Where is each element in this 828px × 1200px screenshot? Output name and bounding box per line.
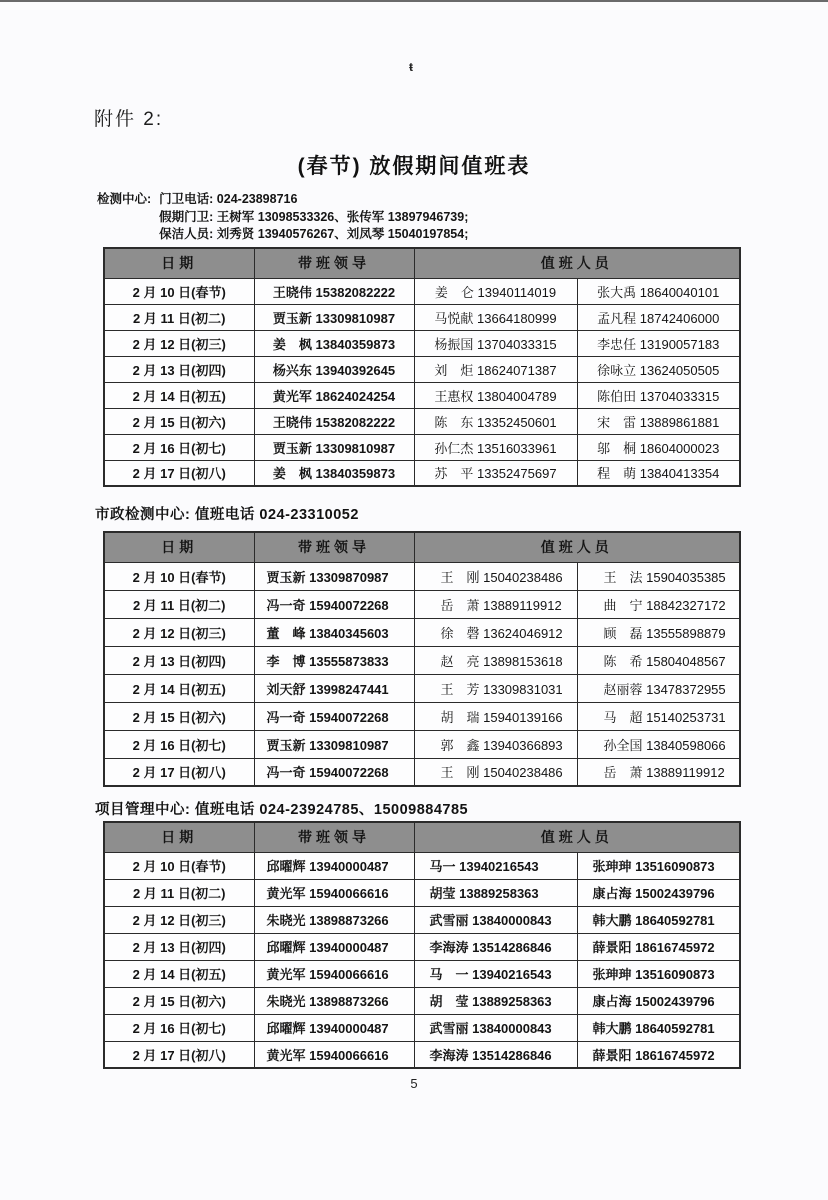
duty-person-cell: 马一 13940216543 [414, 852, 577, 879]
leader-cell: 贾玉新 13309810987 [254, 730, 414, 758]
duty-person-cell: 胡 莹 13889258363 [414, 987, 577, 1014]
duty-person-cell: 姜 仑 13940114019 [414, 278, 577, 304]
column-header-leader: 带班领导 [254, 822, 414, 852]
duty-person-cell: 刘 炬 18624071387 [414, 356, 577, 382]
date-cell: 2 月 16 日(初七) [104, 434, 254, 460]
duty-person-cell: 张珅珅 13516090873 [577, 960, 740, 987]
date-cell: 2 月 13 日(初四) [104, 356, 254, 382]
section-heading-municipal-center: 市政检测中心: 值班电话 024-23310052 [95, 507, 359, 523]
duty-person-cell: 陈 东 13352450601 [414, 408, 577, 434]
duty-person-cell: 王 芳 13309831031 [414, 674, 577, 702]
date-cell: 2 月 14 日(初五) [104, 674, 254, 702]
duty-person-cell: 孟凡程 18742406000 [577, 304, 740, 330]
date-cell: 2 月 11 日(初二) [104, 879, 254, 906]
contact-lines [159, 191, 468, 244]
duty-person-cell: 康占海 15002439796 [577, 879, 740, 906]
table-header-row [104, 248, 740, 278]
leader-cell: 贾玉新 13309810987 [254, 434, 414, 460]
section-heading-project-center: 项目管理中心: 值班电话 024-23924785、15009884785 [95, 802, 469, 818]
leader-cell: 姜 枫 13840359873 [254, 460, 414, 486]
leader-cell: 刘天舒 13998247441 [254, 674, 414, 702]
date-cell: 2 月 14 日(初五) [104, 960, 254, 987]
leader-cell: 黄光军 15940066616 [254, 960, 414, 987]
leader-cell: 李 博 13555873833 [254, 646, 414, 674]
date-cell: 2 月 13 日(初四) [104, 646, 254, 674]
duty-person-cell: 郭 鑫 13940366893 [414, 730, 577, 758]
table-row [104, 278, 740, 304]
date-cell: 2 月 11 日(初二) [104, 304, 254, 330]
contact-info-block [97, 191, 468, 244]
date-cell: 2 月 13 日(初四) [104, 933, 254, 960]
table-row [104, 408, 740, 434]
table-row [104, 382, 740, 408]
leader-cell: 黄光军 15940066616 [254, 1041, 414, 1068]
duty-person-cell: 岳 萧 13889119912 [414, 590, 577, 618]
date-cell: 2 月 17 日(初八) [104, 758, 254, 786]
table-row [104, 702, 740, 730]
date-cell: 2 月 16 日(初七) [104, 1014, 254, 1041]
table-row [104, 758, 740, 786]
date-cell: 2 月 10 日(春节) [104, 852, 254, 879]
scan-edge-artifact [0, 0, 828, 2]
leader-cell: 王晓伟 15382082222 [254, 408, 414, 434]
duty-person-cell: 康占海 15002439796 [577, 987, 740, 1014]
page-number: 5 [410, 1076, 418, 1091]
column-header-date: 日期 [104, 822, 254, 852]
duty-person-cell: 武雪丽 13840000843 [414, 1014, 577, 1041]
leader-cell: 邱曜辉 13940000487 [254, 1014, 414, 1041]
table-row [104, 590, 740, 618]
table-row [104, 646, 740, 674]
table-row [104, 906, 740, 933]
duty-person-cell: 杨振国 13704033315 [414, 330, 577, 356]
table-row [104, 852, 740, 879]
column-header-leader: 带班领导 [254, 248, 414, 278]
duty-person-cell: 徐 磬 13624046912 [414, 618, 577, 646]
duty-person-cell: 薛景阳 18616745972 [577, 933, 740, 960]
duty-person-cell: 武雪丽 13840000843 [414, 906, 577, 933]
contact-center-name: 检测中心: [97, 192, 152, 206]
duty-person-cell: 宋 雷 13889861881 [577, 408, 740, 434]
leader-cell: 黄光军 18624024254 [254, 382, 414, 408]
duty-person-cell: 李忠任 13190057183 [577, 330, 740, 356]
date-cell: 2 月 12 日(初三) [104, 330, 254, 356]
leader-cell: 杨兴东 13940392645 [254, 356, 414, 382]
duty-person-cell: 张珅珅 13516090873 [577, 852, 740, 879]
table-row [104, 1041, 740, 1068]
duty-person-cell: 王 刚 15040238486 [414, 562, 577, 590]
date-cell: 2 月 17 日(初八) [104, 460, 254, 486]
date-cell: 2 月 12 日(初三) [104, 618, 254, 646]
table-row [104, 933, 740, 960]
duty-person-cell: 邬 桐 18604000023 [577, 434, 740, 460]
leader-cell: 邱曜辉 13940000487 [254, 933, 414, 960]
duty-person-cell: 张大禹 18640040101 [577, 278, 740, 304]
duty-person-cell: 孙全国 13840598066 [577, 730, 740, 758]
leader-cell: 冯一奇 15940072268 [254, 758, 414, 786]
duty-table-municipal-center [103, 531, 741, 787]
leader-cell: 冯一奇 15940072268 [254, 590, 414, 618]
leader-cell: 冯一奇 15940072268 [254, 702, 414, 730]
leader-cell: 王晓伟 15382082222 [254, 278, 414, 304]
duty-person-cell: 胡 瑞 15940139166 [414, 702, 577, 730]
duty-table-project-center [103, 821, 741, 1069]
column-header-leader: 带班领导 [254, 532, 414, 562]
duty-person-cell: 顾 磊 13555898879 [577, 618, 740, 646]
duty-person-cell: 赵丽蓉 13478372955 [577, 674, 740, 702]
contact-line-cleaning-staff: 保洁人员: 刘秀贤 13940576267、刘凤琴 15040197854; [159, 227, 469, 241]
duty-person-cell: 马 超 15140253731 [577, 702, 740, 730]
attachment-label: 附件 2: [94, 109, 164, 130]
table-row [104, 434, 740, 460]
contact-line-gate-phone: 门卫电话: 024-23898716 [159, 192, 298, 206]
duty-person-cell: 李海涛 13514286846 [414, 933, 577, 960]
leader-cell: 朱晓光 13898873266 [254, 987, 414, 1014]
table-row [104, 987, 740, 1014]
scan-stray-mark: ŧ [409, 60, 413, 74]
duty-person-cell: 王惠权 13804004789 [414, 382, 577, 408]
leader-cell: 贾玉新 13309810987 [254, 304, 414, 330]
date-cell: 2 月 14 日(初五) [104, 382, 254, 408]
leader-cell: 邱曜辉 13940000487 [254, 852, 414, 879]
page-title: (春节) 放假期间值班表 [297, 155, 531, 178]
table-row [104, 618, 740, 646]
table-row [104, 730, 740, 758]
duty-person-cell: 李海涛 13514286846 [414, 1041, 577, 1068]
table-row [104, 562, 740, 590]
duty-person-cell: 胡莹 13889258363 [414, 879, 577, 906]
date-cell: 2 月 15 日(初六) [104, 702, 254, 730]
table-row [104, 879, 740, 906]
date-cell: 2 月 11 日(初二) [104, 590, 254, 618]
duty-person-cell: 岳 萧 13889119912 [577, 758, 740, 786]
duty-person-cell: 陈伯田 13704033315 [577, 382, 740, 408]
table-row [104, 674, 740, 702]
leader-cell: 贾玉新 13309870987 [254, 562, 414, 590]
duty-person-cell: 苏 平 13352475697 [414, 460, 577, 486]
duty-person-cell: 韩大鹏 18640592781 [577, 906, 740, 933]
column-header-duty: 值班人员 [414, 248, 740, 278]
table-row [104, 330, 740, 356]
duty-person-cell: 韩大鹏 18640592781 [577, 1014, 740, 1041]
duty-person-cell: 马悦献 13664180999 [414, 304, 577, 330]
duty-table-testing-center [103, 247, 741, 487]
leader-cell: 董 峰 13840345603 [254, 618, 414, 646]
table-row [104, 960, 740, 987]
table-row [104, 304, 740, 330]
date-cell: 2 月 16 日(初七) [104, 730, 254, 758]
duty-person-cell: 孙仁杰 13516033961 [414, 434, 577, 460]
date-cell: 2 月 15 日(初六) [104, 408, 254, 434]
duty-person-cell: 程 萌 13840413354 [577, 460, 740, 486]
date-cell: 2 月 12 日(初三) [104, 906, 254, 933]
duty-person-cell: 曲 宁 18842327172 [577, 590, 740, 618]
date-cell: 2 月 10 日(春节) [104, 278, 254, 304]
leader-cell: 朱晓光 13898873266 [254, 906, 414, 933]
leader-cell: 黄光军 15940066616 [254, 879, 414, 906]
column-header-duty: 值班人员 [414, 532, 740, 562]
table-row [104, 1014, 740, 1041]
contact-line-holiday-guards: 假期门卫: 王树军 13098533326、张传军 13897946739; [159, 209, 469, 224]
duty-person-cell: 陈 希 15804048567 [577, 646, 740, 674]
date-cell: 2 月 10 日(春节) [104, 562, 254, 590]
leader-cell: 姜 枫 13840359873 [254, 330, 414, 356]
column-header-duty: 值班人员 [414, 822, 740, 852]
table-row [104, 356, 740, 382]
duty-person-cell: 王 法 15904035385 [577, 562, 740, 590]
column-header-date: 日期 [104, 248, 254, 278]
column-header-date: 日期 [104, 532, 254, 562]
date-cell: 2 月 17 日(初八) [104, 1041, 254, 1068]
duty-person-cell: 赵 亮 13898153618 [414, 646, 577, 674]
table-header-row [104, 532, 740, 562]
date-cell: 2 月 15 日(初六) [104, 987, 254, 1014]
table-row [104, 460, 740, 486]
duty-person-cell: 王 刚 15040238486 [414, 758, 577, 786]
duty-person-cell: 马 一 13940216543 [414, 960, 577, 987]
table-header-row [104, 822, 740, 852]
duty-person-cell: 徐咏立 13624050505 [577, 356, 740, 382]
duty-person-cell: 薛景阳 18616745972 [577, 1041, 740, 1068]
